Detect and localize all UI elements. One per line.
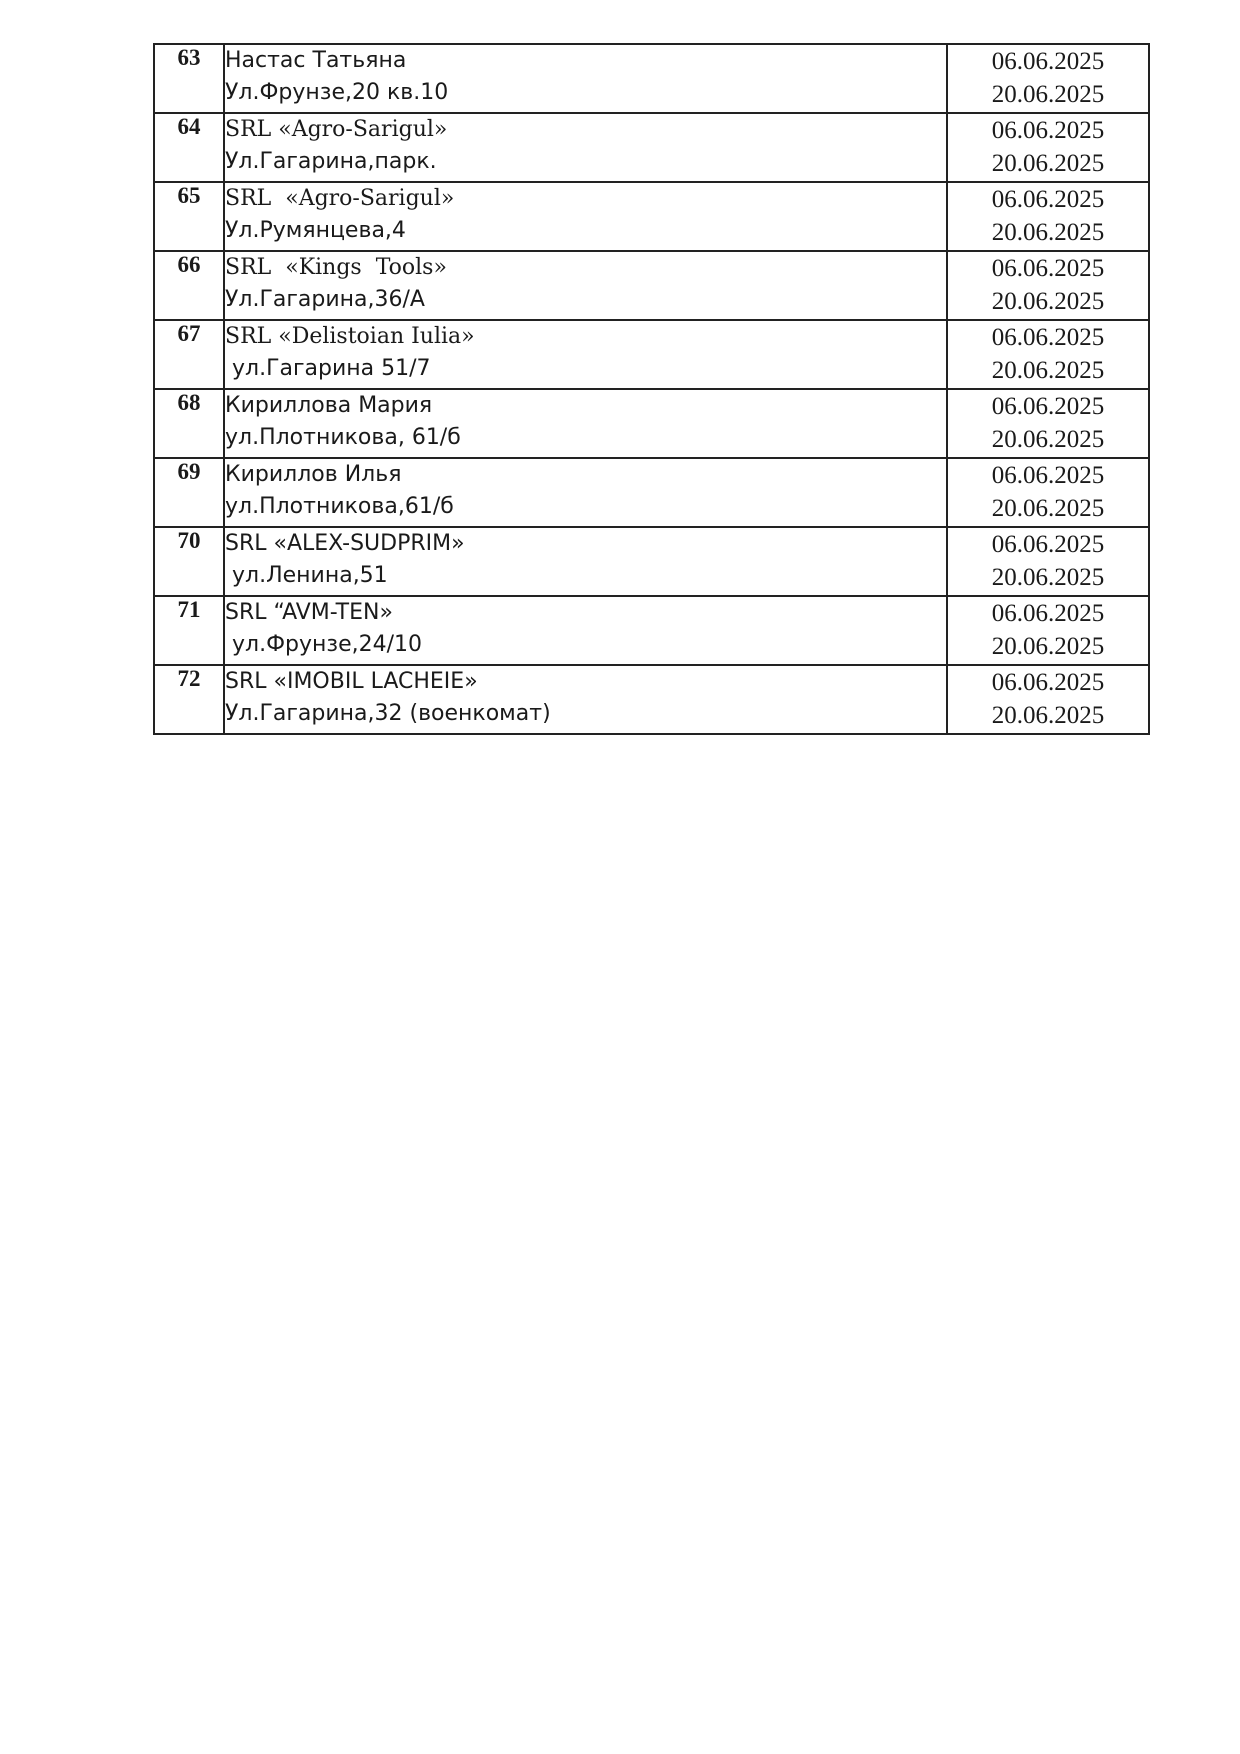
row-info — [224, 320, 947, 389]
entity-name: SRL «ALEX-SUDPRIM» — [225, 531, 465, 556]
entity-address: Ул.Гагарина,32 (военкомат) — [225, 701, 551, 726]
row-info — [224, 458, 947, 527]
entity-name: Кириллов Илья — [225, 462, 402, 487]
date-end: 20.06.2025 — [991, 426, 1105, 453]
row-number: 71 — [154, 596, 224, 665]
row-dates — [947, 251, 1149, 320]
row-info — [224, 389, 947, 458]
date-end: 20.06.2025 — [991, 219, 1105, 246]
date-start: 06.06.2025 — [991, 669, 1105, 696]
row-dates — [947, 527, 1149, 596]
table-row — [154, 320, 1149, 389]
row-dates — [947, 113, 1149, 182]
table-row — [154, 44, 1149, 113]
date-start: 06.06.2025 — [991, 393, 1105, 420]
row-info — [224, 44, 947, 113]
row-number: 67 — [154, 320, 224, 389]
row-dates — [947, 182, 1149, 251]
entity-address: Ул.Гагарина,36/А — [225, 287, 425, 312]
row-number: 72 — [154, 665, 224, 734]
entity-name: Настас Татьяна — [225, 48, 407, 73]
entity-address: Ул.Фрунзе,20 кв.10 — [225, 80, 449, 105]
date-end: 20.06.2025 — [991, 564, 1105, 591]
date-end: 20.06.2025 — [991, 633, 1105, 660]
table-row — [154, 596, 1149, 665]
row-number: 66 — [154, 251, 224, 320]
date-end: 20.06.2025 — [991, 357, 1105, 384]
row-dates — [947, 665, 1149, 734]
date-end: 20.06.2025 — [991, 150, 1105, 177]
entity-address: ул.Фрунзе,24/10 — [225, 632, 423, 657]
row-info — [224, 665, 947, 734]
entity-name: SRL «Kings Tools» — [225, 255, 447, 280]
table-row — [154, 182, 1149, 251]
entity-name: SRL «Agro-Sarigul» — [225, 117, 448, 142]
entity-address: ул.Плотникова,61/б — [225, 494, 454, 519]
date-end: 20.06.2025 — [991, 81, 1105, 108]
row-info — [224, 182, 947, 251]
row-number: 65 — [154, 182, 224, 251]
row-dates — [947, 44, 1149, 113]
row-number: 63 — [154, 44, 224, 113]
entity-address: Ул.Румянцева,4 — [225, 218, 406, 243]
table-row — [154, 527, 1149, 596]
date-start: 06.06.2025 — [991, 186, 1105, 213]
entity-address: Ул.Гагарина,парк. — [225, 149, 437, 174]
row-info — [224, 251, 947, 320]
row-dates — [947, 596, 1149, 665]
date-start: 06.06.2025 — [991, 462, 1105, 489]
row-info — [224, 113, 947, 182]
date-start: 06.06.2025 — [991, 324, 1105, 351]
table-row — [154, 251, 1149, 320]
entity-address: ул.Ленина,51 — [225, 563, 388, 588]
row-number: 70 — [154, 527, 224, 596]
entity-address: ул.Гагарина 51/7 — [225, 356, 431, 381]
date-end: 20.06.2025 — [991, 702, 1105, 729]
entity-name: SRL «Delistoian Iulia» — [225, 324, 475, 349]
date-start: 06.06.2025 — [991, 48, 1105, 75]
date-end: 20.06.2025 — [991, 288, 1105, 315]
table-row — [154, 389, 1149, 458]
date-start: 06.06.2025 — [991, 531, 1105, 558]
row-number: 64 — [154, 113, 224, 182]
entity-address: ул.Плотникова, 61/б — [225, 425, 461, 450]
table-row — [154, 458, 1149, 527]
table-row — [154, 665, 1149, 734]
row-dates — [947, 320, 1149, 389]
row-dates — [947, 458, 1149, 527]
entity-name: SRL “AVM-TEN» — [225, 600, 393, 625]
date-start: 06.06.2025 — [991, 117, 1105, 144]
entity-name: SRL «Agro-Sarigul» — [225, 186, 455, 211]
date-start: 06.06.2025 — [991, 255, 1105, 282]
entity-name: Кириллова Мария — [225, 393, 433, 418]
date-start: 06.06.2025 — [991, 600, 1105, 627]
row-info — [224, 596, 947, 665]
table-row — [154, 113, 1149, 182]
row-number: 68 — [154, 389, 224, 458]
row-dates — [947, 389, 1149, 458]
row-number: 69 — [154, 458, 224, 527]
registry-table — [153, 43, 1150, 735]
entity-name: SRL «IMOBIL LACHEIE» — [225, 669, 478, 694]
row-info — [224, 527, 947, 596]
date-end: 20.06.2025 — [991, 495, 1105, 522]
